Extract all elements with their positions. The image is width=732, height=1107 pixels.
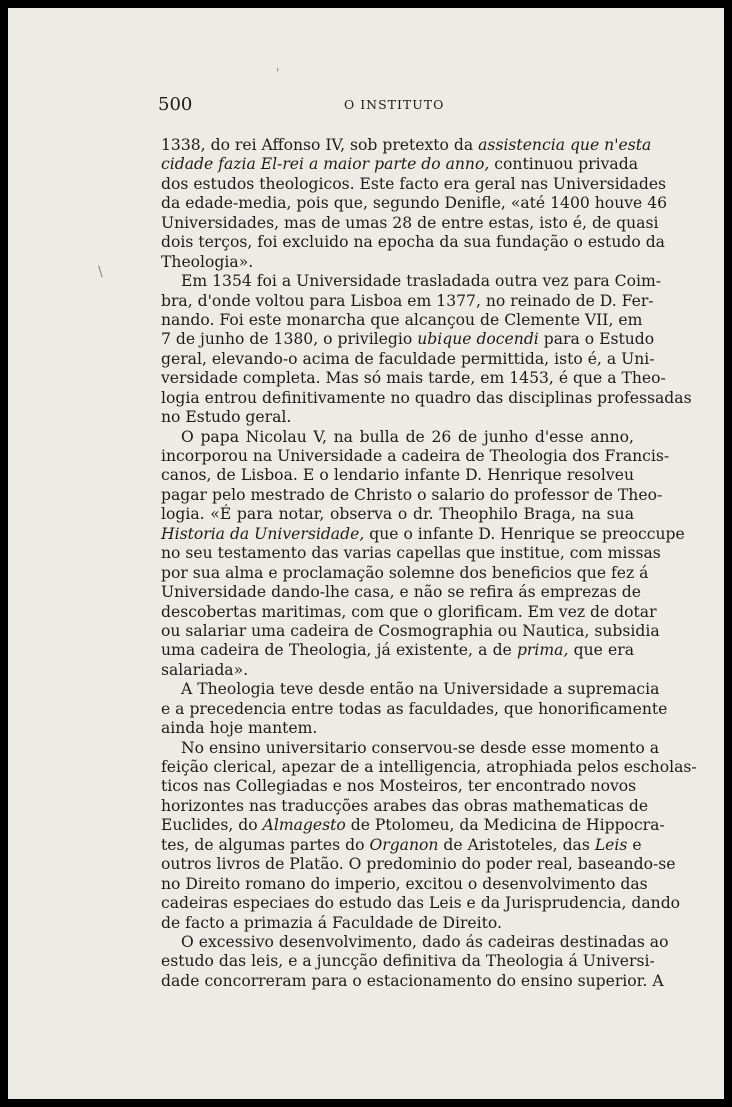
text-line: Theologia». [161,252,254,271]
text-line: estudo das leis, e a juncção definitiva da Theologia á Universi- [161,952,655,971]
italic-phrase: prima, [516,641,569,660]
text-line: descobertas maritimas, com que o glorificam. Em vez de dotar [161,602,657,621]
italic-phrase: Organon [369,835,439,854]
text-line: bra, d'onde voltou para Lisboa em 1377, no reinado de D. Fer- [161,291,654,310]
italic-phrase: Leis [594,835,628,854]
text-line: dos estudos theologicos. Este facto era geral nas Universidades [161,174,667,193]
text-line: pagar pelo mestrado de Christo o salario do professor de Theo- [161,485,663,504]
text-line: Universidade dando-lhe casa, e não se refira ás emprezas de [161,583,641,602]
text-line: logia. «É para notar, observa o dr. Theophilo Braga, na sua [161,505,634,524]
text-line: no Direito romano do imperio, excitou o desenvolvimento das [161,874,648,893]
text-line: outros livros de Platão. O predominio do poder real, baseando-se [161,855,676,874]
text-line: versidade completa. Mas só mais tarde, em 1453, é que a Theo- [161,369,666,388]
text-line: O excessivo desenvolvimento, dado ás cadeiras destinadas ao [181,932,669,951]
text-line: uma cadeira de Theologia, já existente, a de prima, que era [161,641,634,660]
italic-phrase: assistencia que n'esta [478,136,652,154]
text-line: logia entrou definitivamente no quadro das disciplinas professadas [161,388,692,407]
text-line: Universidades, mas de umas 28 de entre estas, isto é, de quasi [161,213,659,232]
scan-mark: \ [98,264,103,280]
text-line: horizontes nas traducções arabes das obras mathematicas de [161,796,649,815]
text-line: dade concorreram para o estacionamento do ensino superior. A [161,971,664,990]
text-line: ticos nas Collegiadas e nos Mosteiros, ter encontrado novos [161,777,637,796]
body-text [161,136,697,991]
text-line: nando. Foi este monarcha que alcançou de Clemente VII, em [161,310,643,329]
text-line: geral, elevando-o acima de faculdade permittida, isto é, a Uni- [161,349,655,368]
text-line: Em 1354 foi a Universidade trasladada outra vez para Coim- [181,272,662,291]
text-line: O papa Nicolau V, na bulla de 26 de junho d'esse anno, [181,427,634,446]
italic-phrase: Historia da Universidade, [161,524,365,543]
text-line: No ensino universitario conservou-se desde esse momento a [181,738,660,757]
text-line: Euclides, do Almagesto de Ptolomeu, da Medicina de Hippocra- [161,816,665,835]
scan-mark: ' [276,66,280,80]
italic-phrase: cidade fazia El-rei a maior parte do anno, [161,155,490,174]
text-line: Historia da Universidade, que o infante D. Henrique se preoccupe [161,524,685,543]
text-line: ou salariar uma cadeira de Cosmographia ou Nautica, subsidia [161,621,660,640]
italic-phrase: ubique docendi [417,330,539,349]
text-line: de facto a primazia á Faculdade de Direito. [161,913,502,932]
page-number: 500 [158,94,193,115]
text-line: tes, de algumas partes do Organon de Aristoteles, das Leis e [161,835,642,854]
running-title: O INSTITUTO [344,97,445,112]
text-line: incorporou na Universidade a cadeira de Theologia dos Francis- [161,447,670,465]
text-line: feição clerical, apezar de a intelligencia, atrophiada pelos escholas- [161,758,697,776]
text-line: por sua alma e proclamação solemne dos beneficios que fez á [161,563,649,582]
italic-phrase: Almagesto [262,816,346,835]
text-line: no seu testamento das varias capellas que institue, com missas [161,544,661,563]
book-page [8,8,724,1099]
text-line: e a precedencia entre todas as faculdades, que honorificamente [161,699,668,718]
text-line: da edade-media, pois que, segundo Denifle, «até 1400 houve 46 [161,194,668,213]
text-line: cadeiras especiaes do estudo das Leis e da Jurisprudencia, dando [161,894,681,913]
text-line: no Estudo geral. [161,408,292,427]
text-line: ainda hoje mantem. [161,719,318,738]
text-line: cidade fazia El-rei a maior parte do anno, continuou privada [161,155,638,174]
text-line: 1338, do rei Affonso IV, sob pretexto da assistencia que n'esta [161,136,652,154]
page-header [8,94,724,118]
text-line: 7 de junho de 1380, o privilegio ubique docendi para o Estudo [161,330,655,349]
text-line: canos, de Lisboa. E o lendario infante D. Henrique resolveu [161,466,634,485]
text-line: A Theologia teve desde então na Universidade a supremacia [181,680,660,699]
text-line: salariada». [161,660,249,679]
text-line: dois terços, foi excluido na epocha da sua fundação o estudo da [161,233,665,252]
